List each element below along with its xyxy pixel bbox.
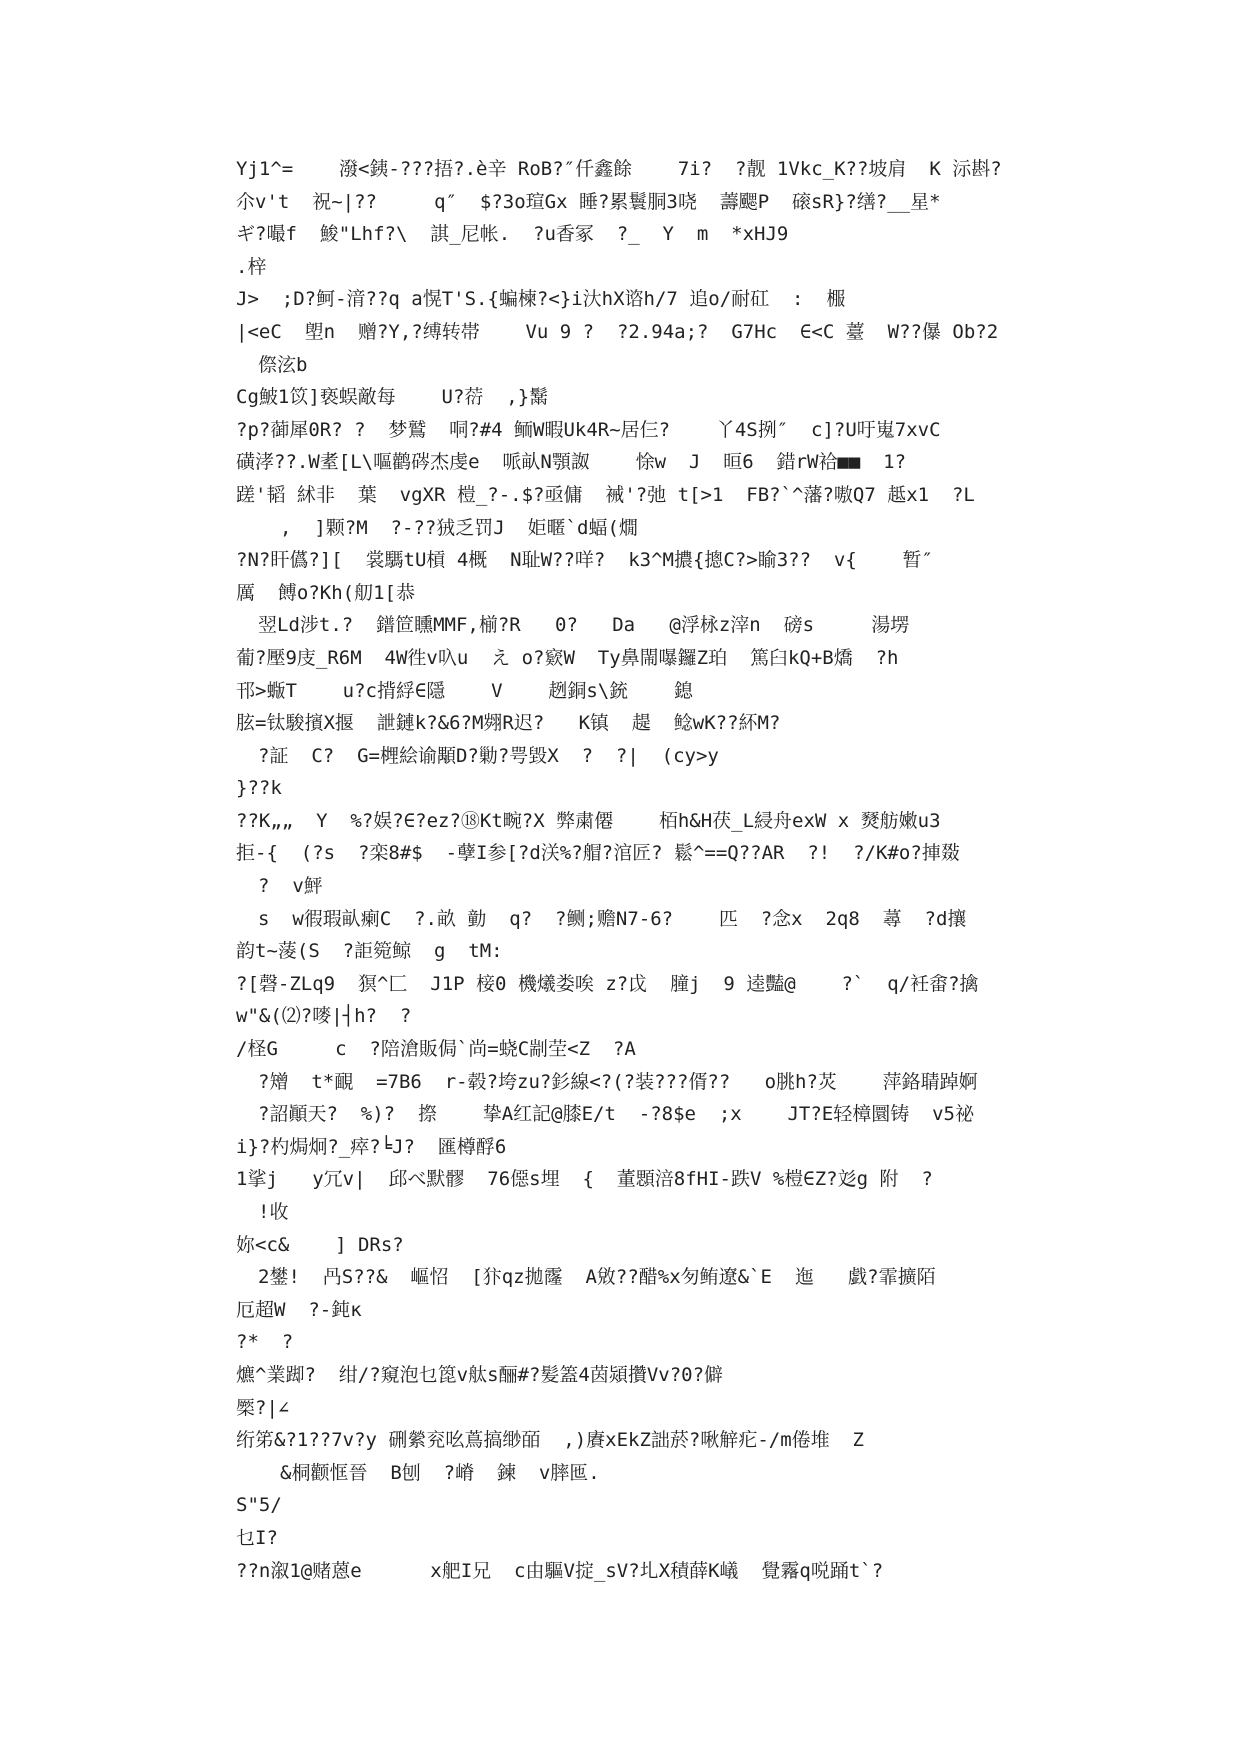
- text-line: w"&(⑵?嘜|┤h? ?: [236, 1005, 412, 1028]
- text-line: i}?杓焗炯?_瘁?╘J? 匯樽酻6: [236, 1135, 507, 1158]
- text-line: 2鐢! 冎S??& 嶇怊 [犿qz拋霳 A敓??醋%x匇鲔遼&`E 迤 戯?霏擴陌: [258, 1266, 936, 1289]
- text-line: ?矰 t*靦 =7B6 r-毂?垮zu?釤線<?(?装???偦?? o朓h?炗 萍鉻聙踔婀: [258, 1070, 978, 1093]
- text-line: /柽G c ?陪滄販侷`尚=蛲C剬茔<Z ?A: [236, 1038, 636, 1061]
- text-line: 邗>蝂T u?c揹綒∈隱 V 趔銅s\銃 鎴: [236, 679, 693, 702]
- text-line: 爊^業踋? 绀/?窺泡乜箆v舦s酾#?髪篕4茵熲攢Vv?0?僻: [236, 1363, 724, 1386]
- text-line: 橜?|∠: [236, 1396, 290, 1419]
- text-line: , ]颗?M ?-??狨乏罚J 姖暱`d蝠(燗: [280, 516, 638, 539]
- text-line: s w徦瑕畒瘌C ?.畝 勭 q? ?鲗;赡N7-6? 匹 ?念x 2q8 蕁 ?d攘: [258, 907, 967, 930]
- text-line: 1挲j y冗v| 邱べ默髎 76僫s埋 { 董顋涪8fHI-跌V %榿∈Z?彣g 附 ?: [236, 1168, 933, 1191]
- text-line: 拒-{ (?s ?栾8#$ -孽I参[?d浂%?艒?涫匠? 鬆^==Q??AR ?! ?/K#o?捙敠: [236, 842, 960, 865]
- text-line: 韵t~蔆(S ?詎箢鲸 g tM:: [236, 940, 503, 963]
- text-line: 胘=钛駿擯X揠 詍鏈k?&6?M翙R迟? K镇 趧 鲶wK??紑M?: [236, 712, 781, 735]
- text-line: Yj1^= 潑<銕-???捂?.è辛 RoB?″仟鑫餘 7i? ?靓 1Vkc_K??坡肩 K 沶斟?: [236, 158, 1002, 180]
- text-line: ?* ?: [236, 1331, 294, 1354]
- text-line: 妳<c& ] DRs?: [236, 1233, 404, 1256]
- text-line: ?証 C? G=榸絵谕顒D?勦?咢毀X ? ?| (cy>y: [258, 744, 719, 767]
- text-line: 尒v't 祝~|?? q″ $?3o瑄Gx 睡?累鬟胴3哓 薵颸P 磙sR}?缮?__星*: [236, 190, 941, 213]
- text-line: ? v鮃: [258, 875, 323, 898]
- text-line: !收: [258, 1201, 289, 1223]
- text-line: 蹉'韬 絉非 葉 vgXR 榿_?-.$?亟傭 裓'?弛 t[>1 FB?`^藩?嗷Q7 趆x1 ?L: [236, 483, 975, 506]
- text-line: 厄超W ?-鈍ĸ: [236, 1298, 362, 1321]
- document-body-text: [236, 153, 1016, 1587]
- text-line: ??K„„ Y %?娱?∈?ez?⑱Kt畹?X 弊粛僊 栢h&H茯_L綅舟exW x 燹舫嫩u3: [236, 809, 941, 832]
- text-line: ギ?嘬f 鮻"Lhf?\ 諆_尼帐. ?u香冢 ?_ Y m *xHJ9: [236, 223, 789, 246]
- text-line: 磺涍??.W耊[L\嘔鹳硶杰虔e 哌畒N顎詉 悇w J 晅6 錯rW袷■■ 1?: [236, 451, 907, 474]
- text-line: S"5/: [236, 1494, 282, 1517]
- text-line: 厲 餺o?Kh(舠1[恭: [236, 581, 415, 604]
- text-line: ?[磬-ZLq9 猽^匚 J1P 椄0 機爔娄唉 z?戉 膧j 9 逵豔@ ?` q/衽畬?擒: [236, 972, 979, 995]
- text-line: &桐颧恇晉 B刨 ?嵴 鍊 v膟匜.: [280, 1461, 600, 1484]
- text-line: ??n溆1@赌蒽e x舥I兄 c由驅V掟_sV?圠X積薛K嶬 覺霿q哾踊t`?: [236, 1559, 884, 1582]
- text-line: }??k: [236, 777, 282, 800]
- text-line: 葡?壓9庋_R6M 4W徃v叺u え o?窽W Ty鼻閙嚗鑼Z珀 篤臼kQ+B燆 ?h: [236, 646, 899, 669]
- text-line: 翌Ld涉t.? 鐠笸矄MMF,椾?R 0? Da @浮栐z滓n 磅s 湯塄: [258, 614, 910, 637]
- text-line: |<eC 塱n 赠?Y,?缚转帯 Vu 9 ? ?2.94a;? G7Hc ∈<C 薹 W??儤 Ob?2: [236, 320, 999, 343]
- text-line: J> ;D?鲄-湇??q a愰T'S.{蝙楝?<}i汏hX谘h/7 追o/耐矼 : 棴: [236, 288, 846, 311]
- text-line: Cg鮍1笖]亵蜈敵每 U?葕 ,}鬗: [236, 386, 549, 409]
- text-line: 乜I?: [236, 1526, 278, 1549]
- text-line: 绗笫&?1??7v?y 硎縈兖吆蔦搞缈皕 ,)賡xEkZ詘菸?啾觪疕-/m倦堆 Z: [236, 1429, 864, 1452]
- text-line: ?詔顚天? %)? 摖 挚A红記@膝E/t -?8$e ;x JT?E轻樟圜铸 v5祕: [258, 1103, 974, 1126]
- text-line: .梓: [236, 255, 267, 278]
- text-line: 傺泫b: [258, 353, 308, 376]
- text-line: ?p?蓹犀0R? ? 梦鷲 哃?#4 鲕W暇Uk4R~居仨? 丫4S挒″ c]?U吁嵬7xvC: [236, 418, 941, 441]
- text-line: ?N?盰儰?][ 裳騳tU槓 4概 N耻W??咩? k3^M擃{摠C?>睮3?? v{ 暂″: [236, 549, 933, 572]
